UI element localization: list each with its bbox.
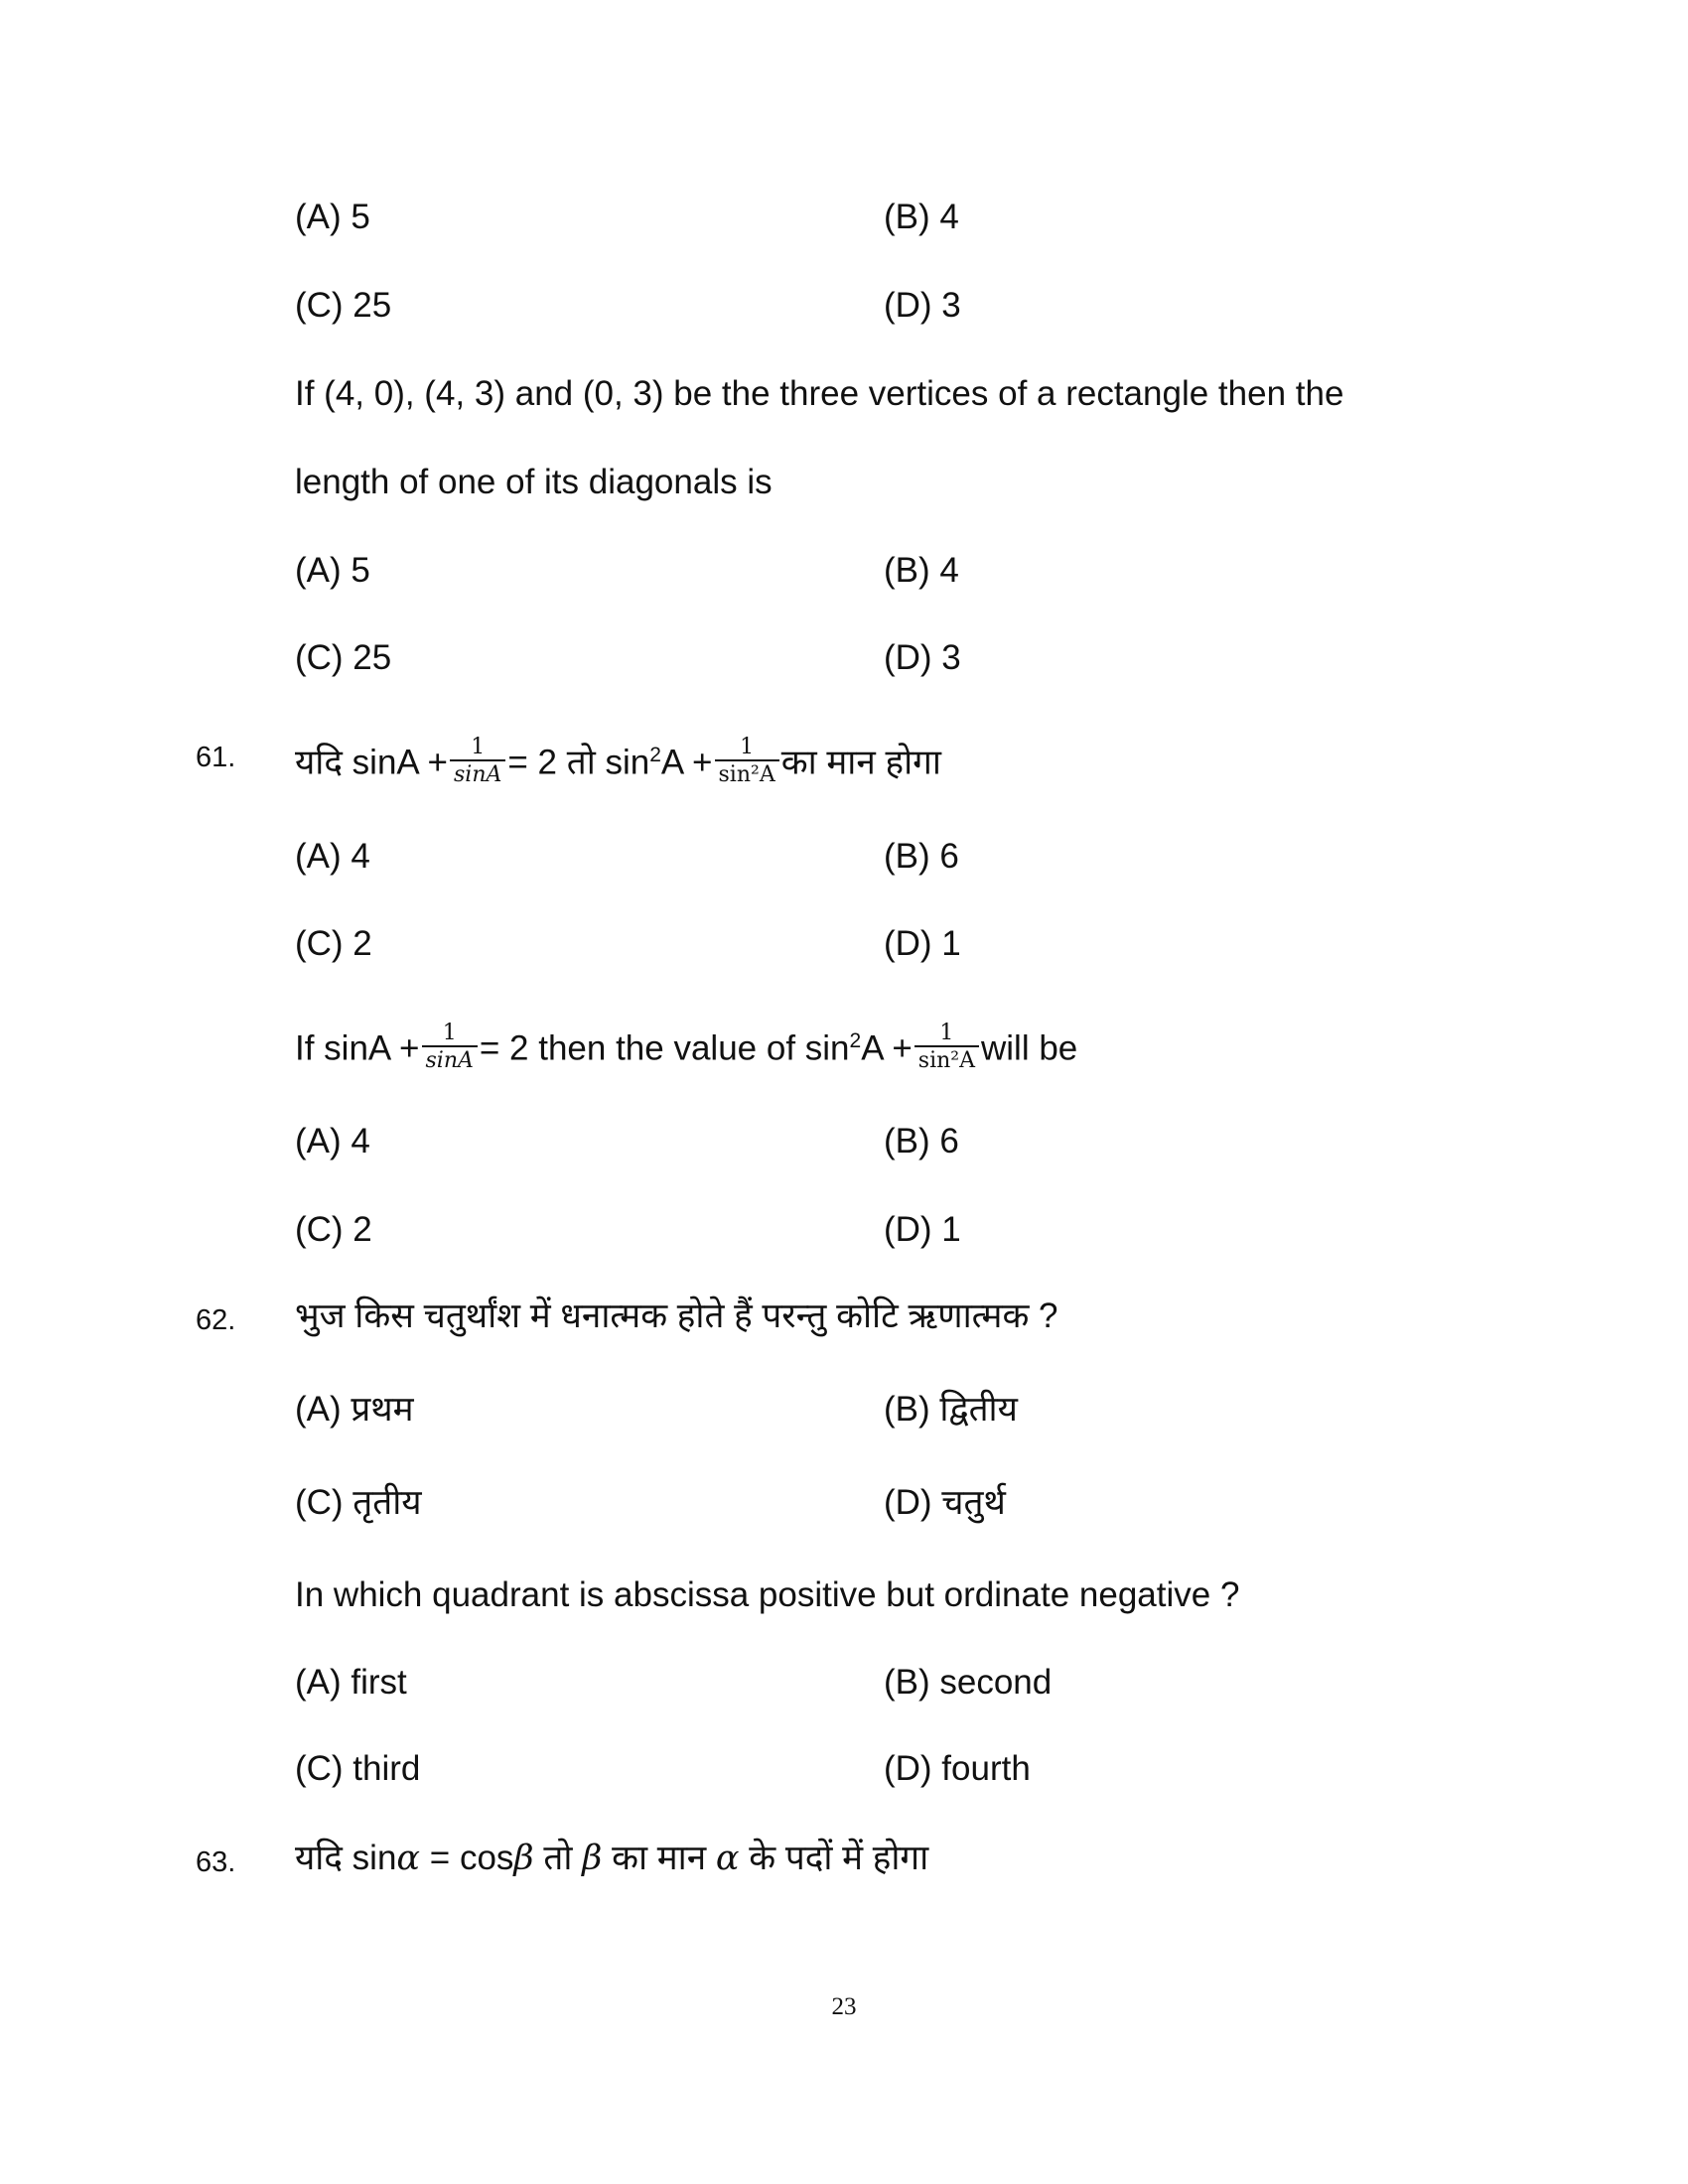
- option-a: (A) 5: [295, 198, 370, 236]
- numerator: 1: [914, 1022, 979, 1047]
- exponent: 2: [649, 744, 661, 766]
- option-d: (D) fourth: [884, 1749, 1031, 1788]
- question-text: भुज किस चतुर्थांश में धनात्मक होते हैं परन्तु कोटि ऋणात्मक ?: [295, 1297, 1058, 1335]
- numerator: 1: [450, 736, 505, 761]
- option-d: (D) 3: [884, 638, 961, 677]
- option-b: (B) second: [884, 1663, 1053, 1702]
- option-a: (A) 4: [295, 1122, 370, 1160]
- option-d: (D) चतुर्थ: [884, 1483, 1006, 1522]
- option-b: (B) 6: [884, 837, 959, 876]
- question-number: 63.: [196, 1846, 236, 1878]
- question-text: [295, 1837, 928, 1880]
- text: If sinA +: [295, 1028, 420, 1068]
- denominator: sin²A: [917, 1048, 975, 1074]
- option-c: (C) तृतीय: [295, 1483, 422, 1522]
- option-b: (B) 4: [884, 551, 959, 590]
- alpha-symbol: α: [715, 1839, 740, 1878]
- beta-symbol: β: [582, 1839, 603, 1878]
- text: A +: [861, 1028, 913, 1068]
- question-number: 62.: [196, 1304, 236, 1336]
- text: = 2 then the value of sin: [479, 1028, 850, 1068]
- option-a: (A) first: [295, 1663, 407, 1702]
- fraction: [426, 1022, 474, 1073]
- option-d: (D) 3: [884, 286, 961, 325]
- text: यदि sinA +: [295, 743, 448, 782]
- text: के पदों में होगा: [739, 1839, 929, 1877]
- exponent: 2: [849, 1029, 862, 1052]
- text: will be: [981, 1028, 1078, 1068]
- option-c: (C) third: [295, 1749, 421, 1788]
- option-d: (D) 1: [884, 1210, 961, 1249]
- beta-symbol: β: [513, 1839, 534, 1878]
- fraction: [918, 1022, 975, 1073]
- denominator: sin²A: [718, 762, 775, 788]
- option-c: (C) 2: [295, 1210, 372, 1249]
- text: का मान होगा: [780, 743, 941, 782]
- question-text: If (4, 0), (4, 3) and (0, 3) be the three vertices of a rectangle then the: [295, 374, 1344, 413]
- option-b: (B) 4: [884, 198, 959, 236]
- alpha-symbol: α: [396, 1839, 421, 1878]
- text: = cos: [420, 1839, 514, 1877]
- question-text: [295, 1020, 1078, 1074]
- option-c: (C) 25: [295, 638, 392, 677]
- denominator: sinA: [454, 762, 502, 788]
- page-number: 23: [831, 1993, 857, 2020]
- fraction: [454, 736, 501, 787]
- option-d: (D) 1: [884, 924, 961, 963]
- numerator: 1: [715, 736, 779, 761]
- option-a: (A) प्रथम: [295, 1390, 414, 1429]
- fraction: [719, 736, 775, 787]
- option-a: (A) 4: [295, 837, 370, 876]
- option-b: (B) 6: [884, 1122, 959, 1160]
- option-c: (C) 25: [295, 286, 392, 325]
- option-b: (B) द्वितीय: [884, 1390, 1018, 1429]
- question-text: length of one of its diagonals is: [295, 463, 773, 501]
- text: A +: [660, 743, 713, 782]
- text: का मान: [602, 1839, 716, 1877]
- text: = 2 तो sin: [507, 743, 650, 782]
- option-a: (A) 5: [295, 551, 370, 590]
- denominator: sinA: [425, 1048, 474, 1074]
- question-number: 61.: [196, 742, 236, 773]
- question-text: In which quadrant is abscissa positive but ordinate negative ?: [295, 1575, 1240, 1614]
- text: यदि sin: [295, 1839, 397, 1877]
- numerator: 1: [422, 1022, 478, 1047]
- text: तो: [533, 1839, 583, 1877]
- option-c: (C) 2: [295, 924, 372, 963]
- question-text: [295, 734, 941, 788]
